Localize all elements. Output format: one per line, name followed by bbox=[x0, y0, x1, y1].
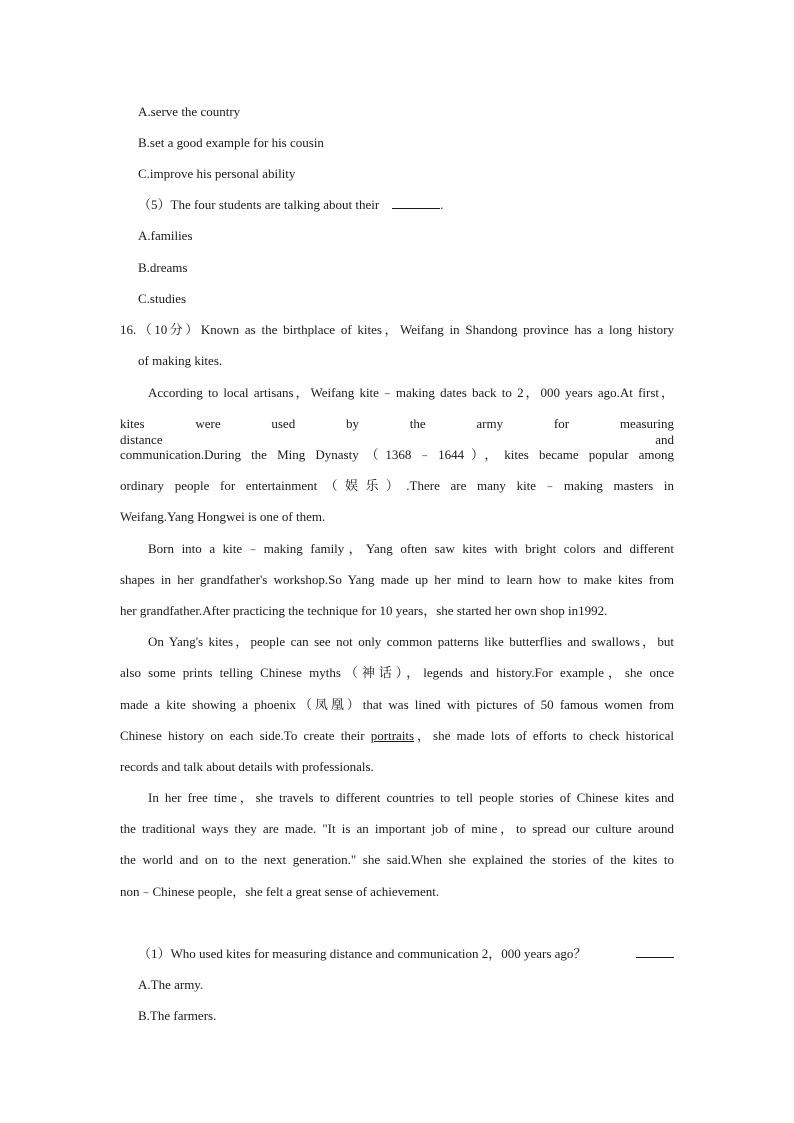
paragraph-4-line-2: the traditional ways they are made. "It is an important job of mine，to spread our culture around bbox=[120, 821, 674, 836]
paragraph-2-line-3: her grandfather.After practicing the technique for 10 years，she started her own shop in1992. bbox=[120, 603, 608, 618]
sub-question-1 bbox=[138, 946, 674, 962]
answer-blank bbox=[636, 946, 674, 958]
paragraph-3-line-3: made a kite showing a phoenix（凤凰）that was lined with pictures of 50 famous women from bbox=[120, 697, 674, 712]
paragraph-2-line-1: Born into a kite﹣making family，Yang often saw kites with bright colors and different bbox=[148, 541, 674, 556]
question-5 bbox=[138, 197, 443, 213]
option-b: B.set a good example for his cousin bbox=[138, 135, 324, 150]
paragraph-1-line-2: kites were used by the army for measuring distance and bbox=[120, 416, 674, 447]
sub-question-1-option-a: A.The army. bbox=[138, 977, 204, 992]
paragraph-1-line-5: Weifang.Yang Hongwei is one of them. bbox=[120, 509, 326, 524]
option-c: C.improve his personal ability bbox=[138, 166, 296, 181]
question-5-end: . bbox=[440, 197, 444, 212]
paragraph-2-line-2: shapes in her grandfather's workshop.So Yang made up her mind to learn how to make kites from bbox=[120, 572, 674, 587]
paragraph-3-line-4 bbox=[120, 728, 674, 744]
paragraph-4-line-1: In her free time，she travels to different countries to tell people stories of Chinese kites and bbox=[148, 790, 674, 805]
option-a: A.serve the country bbox=[138, 104, 241, 119]
sub-question-1-text: （1）Who used kites for measuring distance and communication 2，000 years ago？ bbox=[138, 946, 587, 961]
paragraph-3-line-1: On Yang's kites，people can see not only common patterns like butterflies and swallows，but bbox=[148, 634, 674, 649]
paragraph-3-line-5: records and talk about details with professionals. bbox=[120, 759, 374, 774]
paragraph-3-line-2: also some prints telling Chinese myths（神话），legends and history.For example，she once bbox=[120, 665, 674, 680]
question-5-text: （5）The four students are talking about their bbox=[138, 197, 380, 212]
paragraph-4-line-3: the world and on to the next generation." she said.When she explained the stories of the kites to bbox=[120, 852, 674, 867]
paragraph-3-line-4-end: ，she made lots of efforts to check historical bbox=[414, 728, 674, 743]
q5-option-b: B.dreams bbox=[138, 260, 188, 275]
paragraph-3-line-4-start: Chinese history on each side.To create their bbox=[120, 728, 365, 743]
q5-option-a: A.families bbox=[138, 228, 193, 243]
sub-question-1-option-b: B.The farmers. bbox=[138, 1008, 217, 1023]
paragraph-1-line-1: According to local artisans，Weifang kite﹣making dates back to 2，000 years ago.At first， bbox=[148, 385, 674, 400]
answer-blank bbox=[392, 197, 440, 209]
q16-intro-line-2: of making kites. bbox=[138, 353, 223, 368]
underlined-word-portraits: portraits bbox=[370, 728, 415, 743]
paragraph-1-line-3: communication.During the Ming Dynasty（1368﹣1644），kites became popular among bbox=[120, 447, 674, 462]
q16-intro-line-1: 16.（10分）Known as the birthplace of kites，Weifang in Shandong province has a long history bbox=[120, 322, 674, 337]
q5-option-c: C.studies bbox=[138, 291, 187, 306]
paragraph-4-line-4: non﹣Chinese people，she felt a great sense of achievement. bbox=[120, 884, 440, 899]
paragraph-1-line-4: ordinary people for entertainment（娱乐）.There are many kite﹣making masters in bbox=[120, 478, 674, 493]
